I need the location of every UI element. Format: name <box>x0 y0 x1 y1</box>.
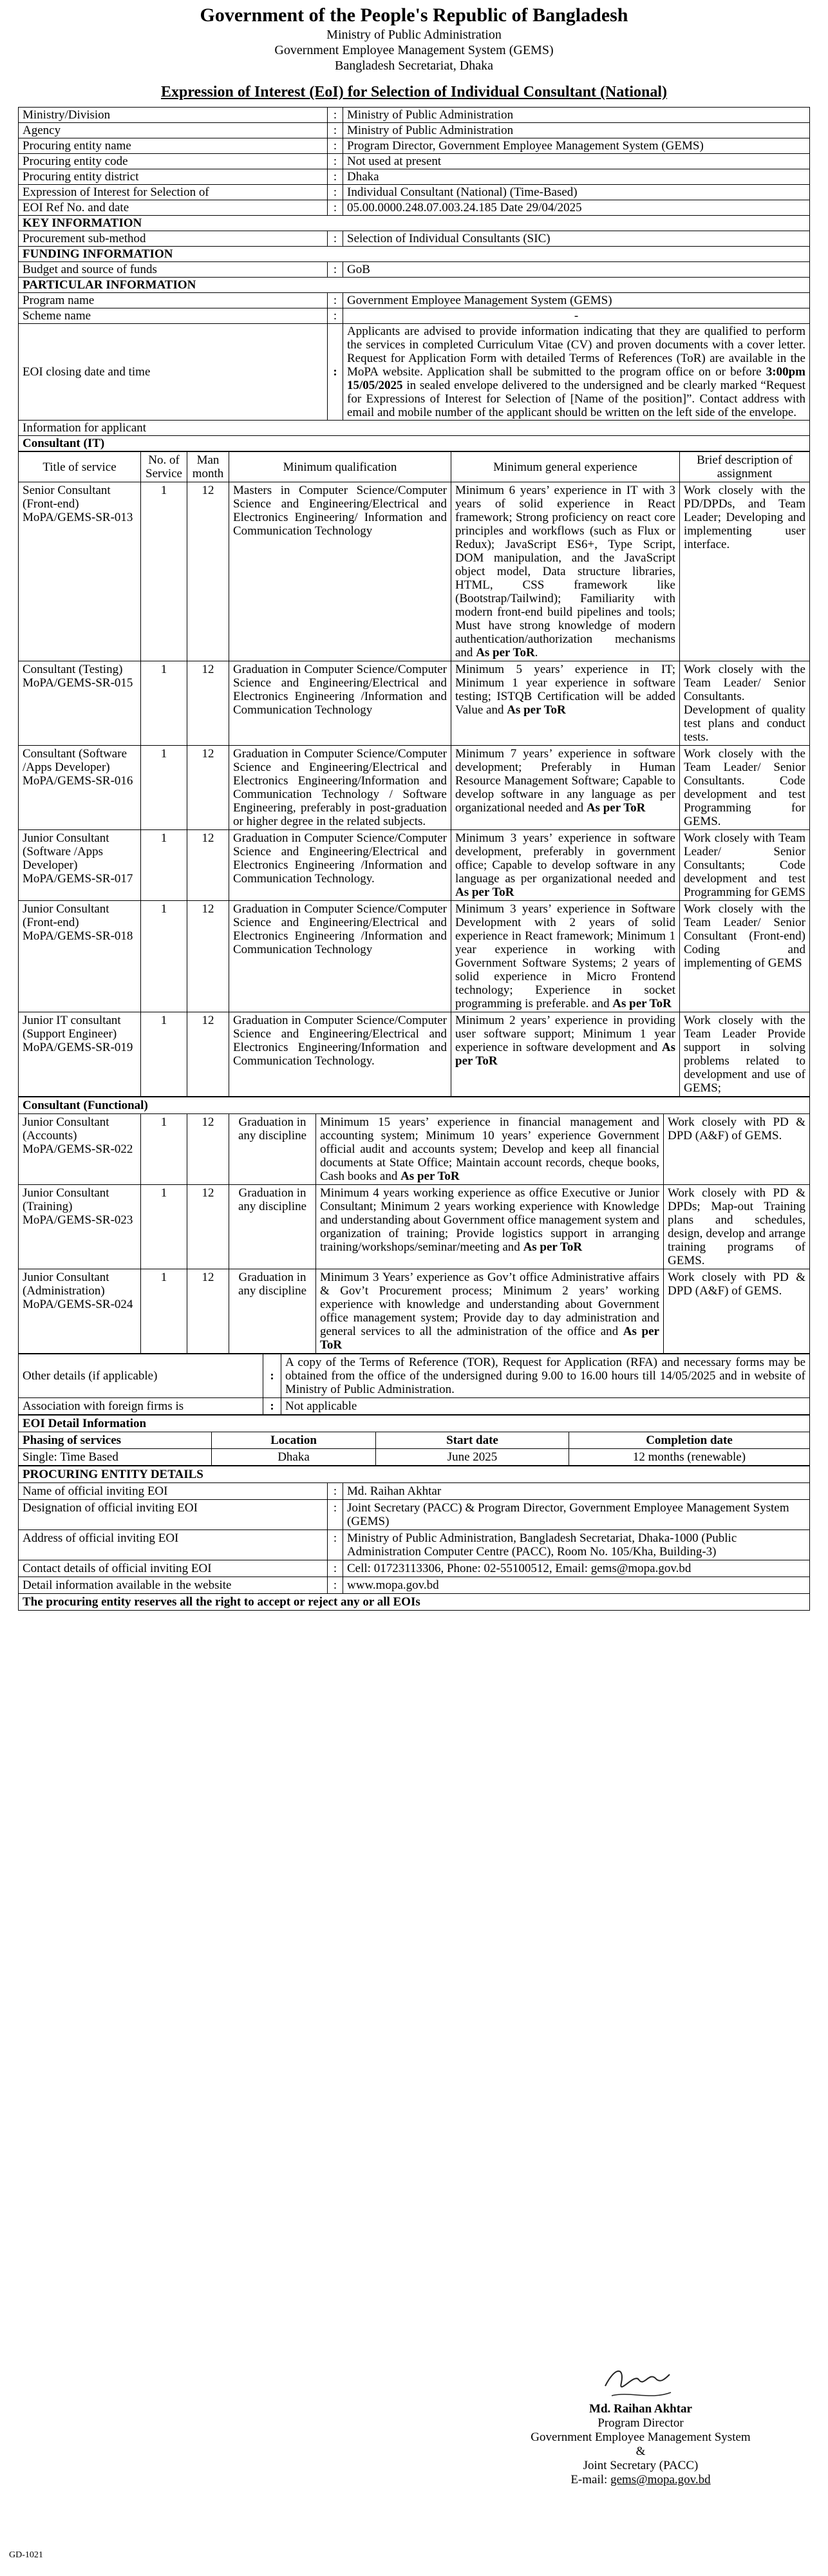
entity-row <box>19 1530 810 1560</box>
separator: : <box>328 1560 343 1577</box>
assignment-brief: Work closely with PD & DPD (A&F) of GEMS. <box>664 1269 810 1354</box>
column-headers <box>19 452 810 482</box>
qualification: Graduation in Computer Science/Computer Science and Engineering/Electrical and Electronics Engineering /Information and Communication Technology <box>229 661 451 746</box>
experience: Minimum 3 years’ experience in software development, preferably in government office; Capable to develop software in any language as per organizational needed and As per ToR <box>451 830 680 901</box>
consultant-row <box>19 830 810 901</box>
info-label: Program name <box>19 293 328 308</box>
info-label: Expression of Interest for Selection of <box>19 185 328 200</box>
consultant-row <box>19 1269 810 1354</box>
service-count: 1 <box>141 1269 187 1354</box>
info-label: Procuring entity code <box>19 154 328 169</box>
info-label: Ministry/Division <box>19 108 328 123</box>
man-month: 12 <box>187 1185 229 1269</box>
service-count: 1 <box>141 1114 187 1185</box>
consultant-it-heading: Consultant (IT) <box>19 436 810 451</box>
eoi-closing-text: Applicants are advised to provide information indicating that they are qualified to perform the services in completed Curriculum Vitae (CV) and proven documents with a cover letter. Request for Application Form with detailed Terms of References (ToR) are available in the MoPA website. Application shall be submitted to the program office on or before 3:00pm 15/05/2025 in sealed envelope delivered to the undersigned and be clearly marked “Request for Expressions of Interest for Selection of [Name of the position]”. Contact address with email and mobile number of the applicant should be written on the left side of the envelope. <box>343 324 810 421</box>
entity-label: Address of official inviting EOI <box>19 1530 328 1560</box>
consultant-row <box>19 482 810 661</box>
procuring-entity-table <box>18 1466 810 1611</box>
phasing-cell: Dhaka <box>212 1449 376 1466</box>
col-brief: Brief description of assignment <box>680 452 810 482</box>
experience: Minimum 7 years’ experience in software development; Preferably in Human Resource Management Software; Capable to develop software in any language as per organizational needed and As per ToR <box>451 746 680 830</box>
info-value: Government Employee Management System (GEMS) <box>343 293 810 308</box>
separator: : <box>328 108 343 123</box>
phasing-cell: Single: Time Based <box>19 1449 212 1466</box>
consultant-row <box>19 1185 810 1269</box>
government-title: Government of the People's Republic of Bangladesh <box>200 5 628 26</box>
info-label: Agency <box>19 123 328 138</box>
qualification: Graduation in Computer Science/Computer Science and Engineering/Electrical and Electronics Engineering /Information and Communication Technology. <box>229 830 451 901</box>
service-title: Consultant (Software /Apps Developer) MoPA/GEMS-SR-016 <box>19 746 141 830</box>
phasing-header: Start date <box>376 1432 569 1449</box>
service-count: 1 <box>141 482 187 661</box>
info-applicant-label: Information for applicant <box>19 421 810 436</box>
phasing-table <box>18 1415 810 1466</box>
info-row: Procurement sub-method : Selection of Individual Consultants (SIC) <box>19 231 810 247</box>
info-value: 05.00.0000.248.07.003.24.185 Date 29/04/2025 <box>343 200 810 216</box>
separator: : <box>328 138 343 154</box>
service-title: Consultant (Testing) MoPA/GEMS-SR-015 <box>19 661 141 746</box>
col-exp: Minimum general experience <box>451 452 680 482</box>
separator: : <box>328 1530 343 1560</box>
info-row <box>19 169 810 185</box>
experience: Minimum 3 Years’ experience as Gov’t office Administrative affairs & Gov’t Procurement process; Minimum 2 years’ working experience with knowledge and understanding about Government office management system; Provide day to day administration and general services to all the administration of the office and As per ToR <box>316 1269 664 1354</box>
man-month: 12 <box>187 830 229 901</box>
signatory-ampersand: & <box>635 2445 646 2458</box>
separator: : <box>328 200 343 216</box>
eoi-closing-row: EOI closing date and time : Applicants are advised to provide information indicating that they are qualified to perform the services in completed Curriculum Vitae (CV) and proven documents with a cover letter. Request for Application Form with detailed Terms of References (ToR) are available in the MoPA website. Application shall be submitted to the program office on or before 3:00pm 15/05/2025 in sealed envelope delivered to the undersigned and be clearly marked “Request for Expressions of Interest for Selection of [Name of the position]”. Contact address with email and mobile number of the applicant should be written on the left side of the envelope. <box>19 324 810 421</box>
info-row: Program name : Government Employee Management System (GEMS) <box>19 293 810 308</box>
info-value: Selection of Individual Consultants (SIC) <box>343 231 810 247</box>
separator: : <box>328 1577 343 1594</box>
info-row: Scheme name : - <box>19 308 810 324</box>
signatory-email: E-mail: gems@mopa.gov.bd <box>570 2473 711 2486</box>
signatory-title: Program Director <box>597 2416 684 2430</box>
info-value: Not used at present <box>343 154 810 169</box>
signatory-name: Md. Raihan Akhtar <box>589 2402 692 2416</box>
service-count: 1 <box>141 1185 187 1269</box>
assignment-brief: Work closely with the Team Leader/ Senior Consultant (Front-end) Coding and implementing of GEMS <box>680 901 810 1012</box>
service-count: 1 <box>141 830 187 901</box>
separator: : <box>328 154 343 169</box>
man-month: 12 <box>187 901 229 1012</box>
info-row <box>19 108 810 123</box>
entity-label: Name of official inviting EOI <box>19 1483 328 1500</box>
signatory-designation: Joint Secretary (PACC) <box>583 2459 699 2472</box>
consultant-row <box>19 1114 810 1185</box>
info-row <box>19 154 810 169</box>
service-count: 1 <box>141 746 187 830</box>
assignment-brief: Work closely with PD & DPDs; Map-out Training plans and schedules, design, develop and arrange training programs of GEMS. <box>664 1185 810 1269</box>
qualification: Graduation in any discipline <box>229 1114 316 1185</box>
document-header <box>18 4 810 102</box>
info-label: EOI Ref No. and date <box>19 200 328 216</box>
entity-value: Ministry of Public Administration, Bangladesh Secretariat, Dhaka-1000 (Public Administration Computer Centre (PACC), Room No. 105/Kha, Building-3) <box>343 1530 810 1560</box>
other-details-row: Other details (if applicable) : A copy of the Terms of Reference (TOR), Request for Application (RFA) and necessary forms may be obtained from the office of the undersigned during 9.00 to 16.00 hours till 14/05/2025 and in website of Ministry of Public Administration. <box>19 1354 810 1398</box>
info-value: Individual Consultant (National) (Time-Based) <box>343 185 810 200</box>
service-title: Junior Consultant (Administration) MoPA/GEMS-SR-024 <box>19 1269 141 1354</box>
consultant-row <box>19 1012 810 1097</box>
info-value: Not applicable <box>281 1398 810 1415</box>
man-month: 12 <box>187 1012 229 1097</box>
info-label: Procuring entity name <box>19 138 328 154</box>
entity-row <box>19 1483 810 1500</box>
info-value: GoB <box>343 262 810 278</box>
info-label: Budget and source of funds <box>19 262 328 278</box>
phasing-headers <box>19 1432 810 1449</box>
signature-block <box>489 2402 792 2487</box>
key-information-heading: KEY INFORMATION <box>19 216 810 231</box>
qualification: Graduation in any discipline <box>229 1269 316 1354</box>
info-value: Ministry of Public Administration <box>343 108 810 123</box>
service-title: Junior Consultant (Front-end) MoPA/GEMS-SR-018 <box>19 901 141 1012</box>
consultant-row <box>19 901 810 1012</box>
consultant-it-table <box>18 451 810 1097</box>
man-month: 12 <box>187 661 229 746</box>
assignment-brief: Work closely with the PD/DPDs, and Team Leader; Developing and implementing user interface. <box>680 482 810 661</box>
entity-label: Contact details of official inviting EOI <box>19 1560 328 1577</box>
qualification: Graduation in Computer Science/Computer Science and Engineering/Electrical and Electronics Engineering /Information and Communication Technology <box>229 901 451 1012</box>
entity-row <box>19 1577 810 1594</box>
info-label: Procurement sub-method <box>19 231 328 247</box>
qualification: Graduation in any discipline <box>229 1185 316 1269</box>
assignment-brief: Work closely with PD & DPD (A&F) of GEMS. <box>664 1114 810 1185</box>
info-row <box>19 200 810 216</box>
info-label: Other details (if applicable) <box>19 1354 263 1398</box>
entity-value: www.mopa.gov.bd <box>343 1577 810 1594</box>
col-month: Man month <box>187 452 229 482</box>
phasing-header: Phasing of services <box>19 1432 212 1449</box>
consultant-row <box>19 746 810 830</box>
entity-row <box>19 1500 810 1530</box>
info-value: Dhaka <box>343 169 810 185</box>
experience: Minimum 4 years working experience as office Executive or Junior Consultant; Minimum 2 years working experience with Knowledge and understanding about Government office management system and organization of training; Provide logistics support in arranging training/workshops/seminar/meeting and As per ToR <box>316 1185 664 1269</box>
phasing-header: Completion date <box>569 1432 810 1449</box>
phasing-row <box>19 1449 810 1466</box>
program-line: Government Employee Management System (GEMS) <box>274 43 554 57</box>
consultant-functional-table <box>18 1097 810 1354</box>
particular-information-heading: PARTICULAR INFORMATION <box>19 278 810 293</box>
entity-row <box>19 1560 810 1577</box>
entity-value: Md. Raihan Akhtar <box>343 1483 810 1500</box>
consultant-functional-heading: Consultant (Functional) <box>19 1097 810 1114</box>
entity-label: Detail information available in the website <box>19 1577 328 1594</box>
footer-code: GD-1021 <box>9 2550 43 2560</box>
entity-value: Joint Secretary (PACC) & Program Director, Government Employee Management System (GEMS) <box>343 1500 810 1530</box>
info-row <box>19 123 810 138</box>
qualification: Masters in Computer Science/Computer Science and Engineering/Electrical and Electronics Engineering/ Information and Communication Technology <box>229 482 451 661</box>
signatory-program: Government Employee Management System <box>531 2430 751 2444</box>
info-value: A copy of the Terms of Reference (TOR), Request for Application (RFA) and necessary forms may be obtained from the office of the undersigned during 9.00 to 16.00 hours till 14/05/2025 and in website of Ministry of Public Administration. <box>281 1354 810 1398</box>
other-details-table <box>18 1354 810 1415</box>
experience: Minimum 2 years’ experience in providing user software support; Minimum 1 year experience in software development and As per ToR <box>451 1012 680 1097</box>
eoi-title: Expression of Interest (EoI) for Selection of Individual Consultant (National) <box>160 84 668 100</box>
man-month: 12 <box>187 1114 229 1185</box>
experience: Minimum 6 years’ experience in IT with 3 years of solid experience in React framework; Strong proficiency on react core principles and workflows (such as Flux or Redux); JavaScript ES6+, Type Script, DOM manipulation, and the JavaScript object model, Data structure libraries, HTML, CSS framework like (Bootstrap/Tailwind); Familiarity with modern front-end build pipelines and tools; Must have strong knowledge of modern authentication/authorization mechanisms and As per ToR. <box>451 482 680 661</box>
separator: : <box>328 1483 343 1500</box>
phasing-header: Location <box>212 1432 376 1449</box>
funding-information-heading: FUNDING INFORMATION <box>19 247 810 262</box>
info-label: EOI closing date and time <box>19 324 328 421</box>
man-month: 12 <box>187 746 229 830</box>
reserve-note: The procuring entity reserves all the right to accept or reject any or all EOIs <box>19 1594 810 1611</box>
eoi-document <box>18 4 810 1611</box>
service-title: Senior Consultant (Front-end) MoPA/GEMS-SR-013 <box>19 482 141 661</box>
qualification: Graduation in Computer Science/Computer Science and Engineering/Electrical and Electronics Engineering/Information and Communication Technology / Software Engineering, preferably in post-graduation or higher degree in the related subjects. <box>229 746 451 830</box>
service-count: 1 <box>141 901 187 1012</box>
phasing-cell: June 2025 <box>376 1449 569 1466</box>
entity-value: Cell: 01723113306, Phone: 02-55100512, Email: gems@mopa.gov.bd <box>343 1560 810 1577</box>
consultant-row <box>19 661 810 746</box>
email-link[interactable]: gems@mopa.gov.bd <box>610 2473 711 2486</box>
procuring-details-heading: PROCURING ENTITY DETAILS <box>19 1466 810 1483</box>
qualification: Graduation in Computer Science/Computer Science and Engineering/Electrical and Electronics Engineering/Information and Communication Technology. <box>229 1012 451 1097</box>
experience: Minimum 3 years’ experience in Software Development with 2 years of solid experience in React framework; Minimum 1 year experience in working with Government Software Systems; 2 years of solid experience in Micro Frontend technology; Experience in socket programming is preferable. and As per ToR <box>451 901 680 1012</box>
assignment-brief: Work closely with the Team Leader/ Senior Consultants. Code development and test Programming for GEMS. <box>680 746 810 830</box>
service-count: 1 <box>141 661 187 746</box>
address-line: Bangladesh Secretariat, Dhaka <box>334 59 493 73</box>
info-label: Scheme name <box>19 308 328 324</box>
info-value: Ministry of Public Administration <box>343 123 810 138</box>
man-month: 12 <box>187 1269 229 1354</box>
assignment-brief: Work closely with the Team Leader Provide support in solving problems related to development and use of GEMS; <box>680 1012 810 1097</box>
experience: Minimum 15 years’ experience in financial management and accounting system; Minimum 10 years’ experience Government official audit and accounts system; Develop and keep all financial documents at State Office; Maintain account records, cheque books, Cash books and As per ToR <box>316 1114 664 1185</box>
col-no: No. of Service <box>141 452 187 482</box>
col-title: Title of service <box>19 452 141 482</box>
separator: : <box>328 185 343 200</box>
phasing-cell: 12 months (renewable) <box>569 1449 810 1466</box>
col-qual: Minimum qualification <box>229 452 451 482</box>
info-value: Program Director, Government Employee Management System (GEMS) <box>343 138 810 154</box>
general-info-table <box>18 107 810 451</box>
eoi-detail-heading: EOI Detail Information <box>19 1416 810 1432</box>
info-label: Procuring entity district <box>19 169 328 185</box>
man-month: 12 <box>187 482 229 661</box>
service-title: Junior IT consultant (Support Engineer) MoPA/GEMS-SR-019 <box>19 1012 141 1097</box>
association-row: Association with foreign firms is : Not applicable <box>19 1398 810 1415</box>
assignment-brief: Work closely with Team Leader/ Senior Consultants; Code development and test Programming for GEMS <box>680 830 810 901</box>
experience: Minimum 5 years’ experience in IT; Minimum 1 year experience in software testing; ISTQB Certification will be added Value and As per ToR <box>451 661 680 746</box>
handwritten-signature <box>599 2360 676 2405</box>
info-row <box>19 185 810 200</box>
ministry-line: Ministry of Public Administration <box>326 28 502 42</box>
assignment-brief: Work closely with the Team Leader/ Senior Consultants. Development of quality test plans and conduct tests. <box>680 661 810 746</box>
entity-label: Designation of official inviting EOI <box>19 1500 328 1530</box>
separator: : <box>328 169 343 185</box>
service-title: Junior Consultant (Training) MoPA/GEMS-SR-023 <box>19 1185 141 1269</box>
service-title: Junior Consultant (Accounts) MoPA/GEMS-SR-022 <box>19 1114 141 1185</box>
info-label: Association with foreign firms is <box>19 1398 263 1415</box>
separator: : <box>328 1500 343 1530</box>
info-value: - <box>343 308 810 324</box>
service-title: Junior Consultant (Software /Apps Developer) MoPA/GEMS-SR-017 <box>19 830 141 901</box>
service-count: 1 <box>141 1012 187 1097</box>
separator: : <box>328 123 343 138</box>
info-row: Budget and source of funds : GoB <box>19 262 810 278</box>
info-row <box>19 138 810 154</box>
